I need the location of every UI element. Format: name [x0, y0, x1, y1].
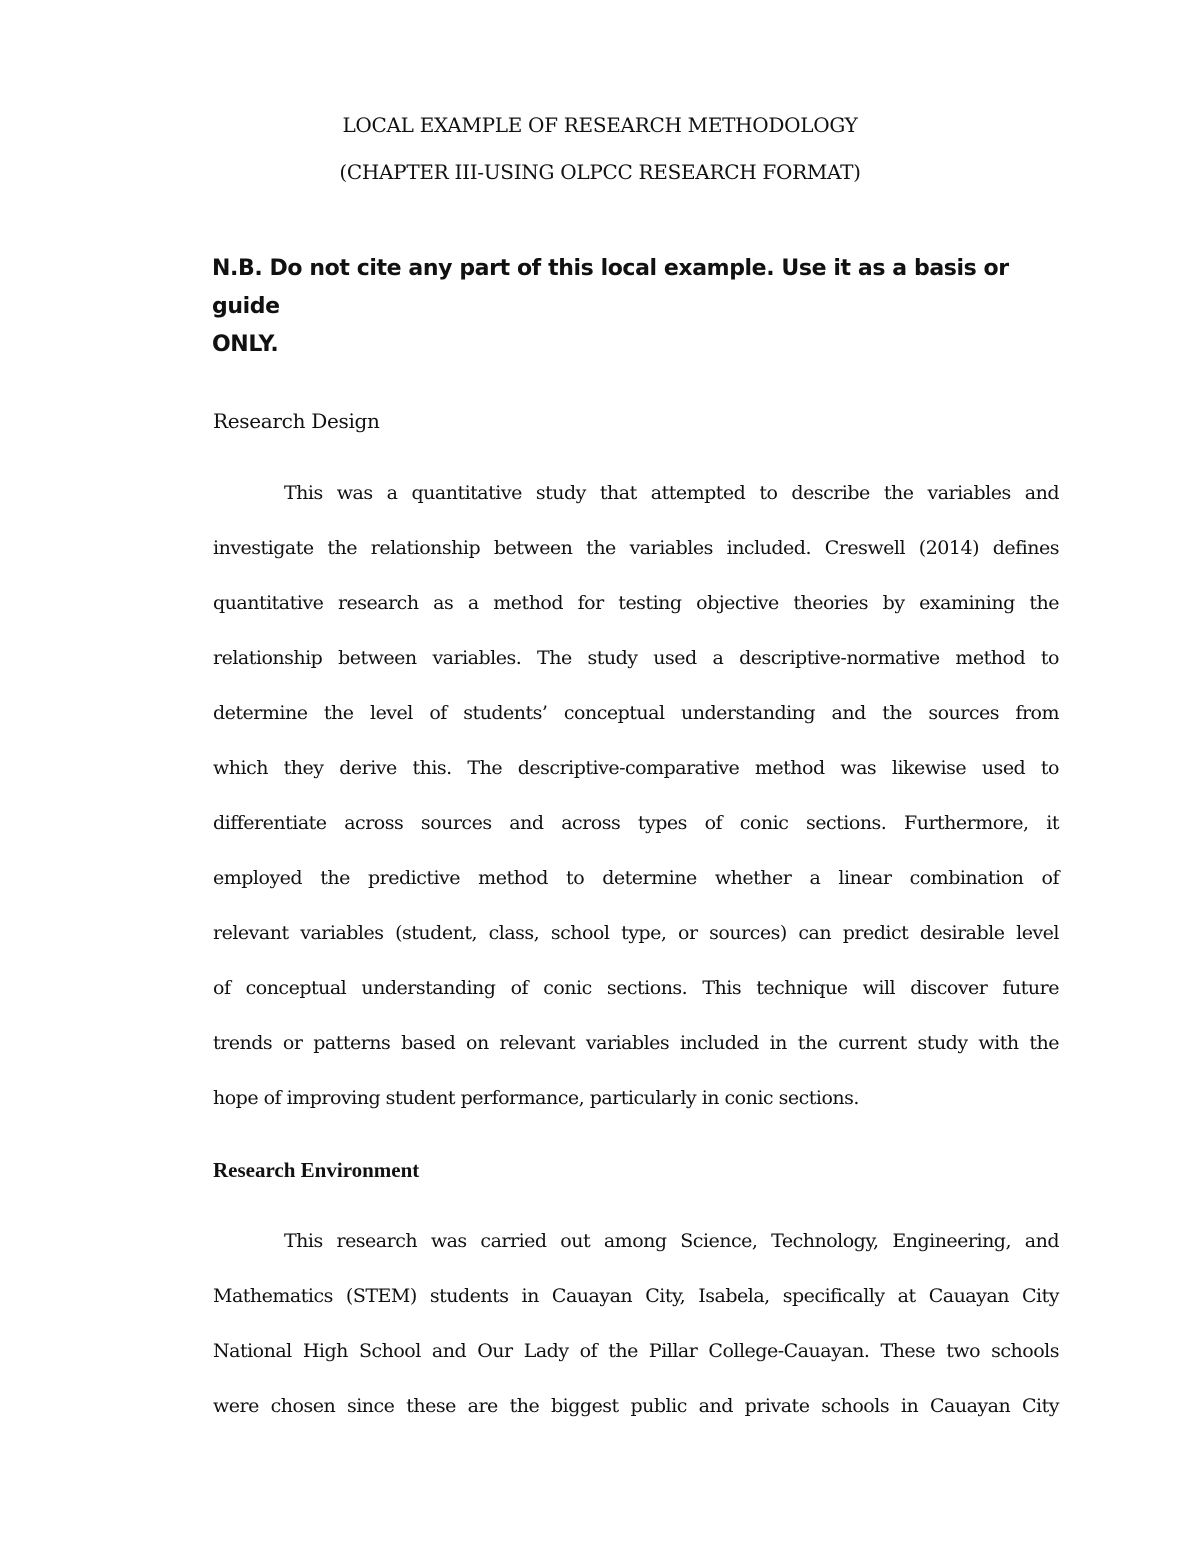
paragraph-line: differentiate across sources and across types of conic sections. Furthermore, it: [213, 812, 1059, 834]
section-heading-research-environment: Research Environment: [213, 1158, 420, 1182]
paragraph-line: which they derive this. The descriptive-comparative method was likewise used to: [213, 757, 1059, 779]
paragraph-line: This was a quantitative study that attempted to describe the variables and: [284, 482, 1059, 504]
paragraph-line: hope of improving student performance, particularly in conic sections.: [213, 1087, 859, 1109]
paragraph-line: investigate the relationship between the variables included. Creswell (2014) defines: [213, 537, 1059, 559]
paragraph-line: of conceptual understanding of conic sections. This technique will discover future: [213, 977, 1059, 999]
paragraph-line: This research was carried out among Science, Technology, Engineering, and: [284, 1230, 1059, 1252]
section-heading-research-design: Research Design: [213, 409, 380, 433]
notice-line-1: N.B. Do not cite any part of this local example. Use it as a basis or guide: [212, 256, 1009, 319]
notice-block: [212, 250, 1052, 364]
document-title-line-2: (CHAPTER III-USING OLPCC RESEARCH FORMAT): [339, 160, 861, 184]
paragraph-line: employed the predictive method to determine whether a linear combination of: [213, 867, 1059, 889]
paragraph-line: relationship between variables. The study used a descriptive-normative method to: [213, 647, 1059, 669]
paragraph-line: were chosen since these are the biggest public and private schools in Cauayan City: [213, 1395, 1059, 1417]
document-title-line-1: LOCAL EXAMPLE OF RESEARCH METHODOLOGY: [342, 113, 858, 137]
paragraph-line: relevant variables (student, class, school type, or sources) can predict desirable level: [213, 922, 1059, 944]
paragraph-line: quantitative research as a method for testing objective theories by examining the: [213, 592, 1059, 614]
notice-line-2: ONLY.: [212, 332, 279, 357]
paragraph-line: trends or patterns based on relevant variables included in the current study with the: [213, 1032, 1059, 1054]
paragraph-line: Mathematics (STEM) students in Cauayan City, Isabela, specifically at Cauayan City: [213, 1285, 1059, 1307]
paragraph-line: National High School and Our Lady of the Pillar College-Cauayan. These two schools: [213, 1340, 1059, 1362]
paragraph-line: determine the level of students’ conceptual understanding and the sources from: [213, 702, 1059, 724]
